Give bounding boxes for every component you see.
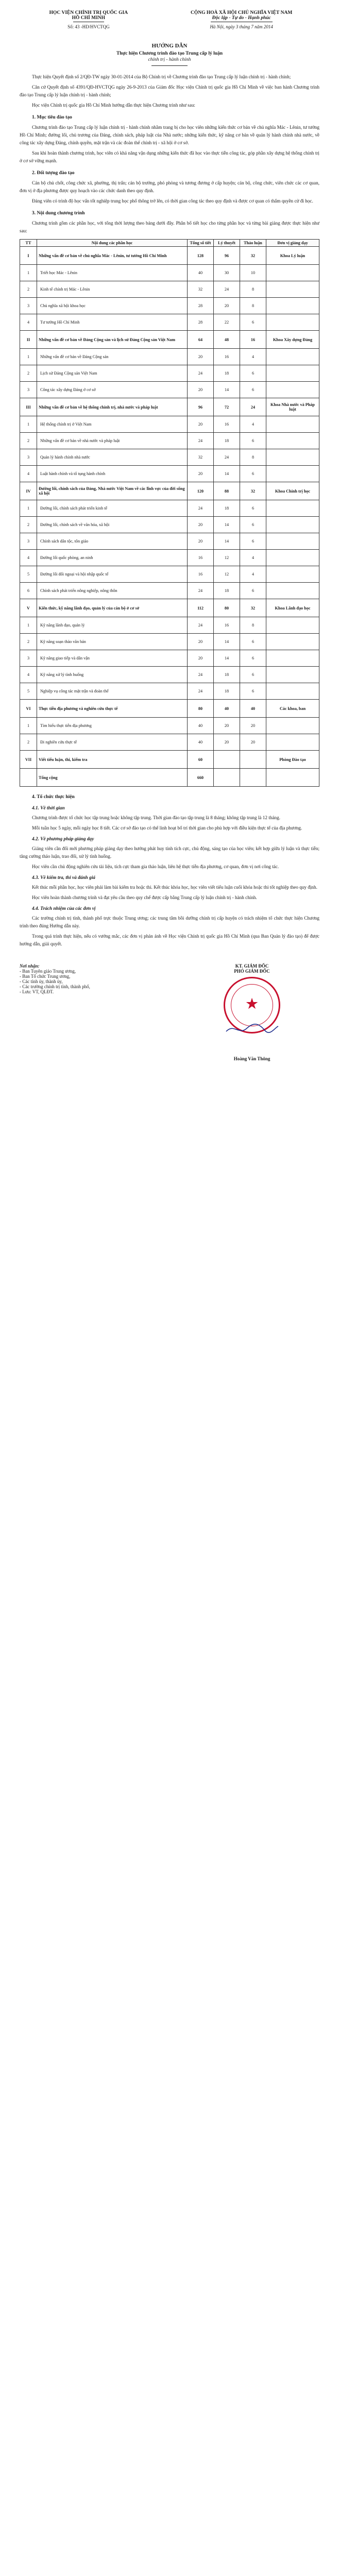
official-seal-icon: ★ <box>224 977 280 1033</box>
cell-name: Kỹ năng xử lý tình huống <box>37 667 188 683</box>
section-heading: 4. Tổ chức thực hiện <box>32 794 75 800</box>
cell-total: 40 <box>188 718 214 734</box>
cell-name: Kiến thức, kỹ năng lãnh đạo, quản lý của cán bộ ở cơ sở <box>37 599 188 617</box>
cell-discussion: 32 <box>240 599 266 617</box>
cell-lecture: 18 <box>214 583 240 599</box>
cell-lecture: 22 <box>214 314 240 331</box>
document-subtitle: Thực hiện Chương trình đào tạo Trung cấp lý luận <box>116 51 223 56</box>
place-and-date: Hà Nội, ngày 3 tháng 7 năm 2014 <box>210 24 273 29</box>
cell-unit <box>266 500 319 517</box>
subsection-heading: 4.1. Về thời gian <box>32 806 65 811</box>
table-row <box>20 650 319 667</box>
cell-total: 28 <box>188 314 214 331</box>
cell-total: 20 <box>188 533 214 550</box>
cell-unit: Khoa Xây dựng Đảng <box>266 331 319 349</box>
cell-name: Lịch sử Đảng Cộng sản Việt Nam <box>37 365 188 382</box>
cell-discussion: 8 <box>240 449 266 466</box>
cell-total: 24 <box>188 365 214 382</box>
cell-total: 120 <box>188 482 214 500</box>
cell-discussion: 8 <box>240 617 266 634</box>
cell-name: Những vấn đề cơ bản về nhà nước và pháp luật <box>37 433 188 449</box>
cell-unit <box>266 349 319 365</box>
cell-stt: 4 <box>20 550 37 566</box>
cell-name: Tổng cộng <box>37 769 188 787</box>
cell-lecture: 16 <box>214 349 240 365</box>
cell-lecture: 12 <box>214 566 240 583</box>
table-row <box>20 433 319 449</box>
cell-lecture <box>214 751 240 769</box>
cell-unit: Phòng Đào tạo <box>266 751 319 769</box>
section-paragraph: Học viên hoàn thành chương trình và đạt yêu cầu theo quy chế được cấp bằng Trung cấp lý luận chính trị - hành chính. <box>32 895 257 900</box>
cell-unit: Các khoa, ban <box>266 700 319 718</box>
intro-paragraph: Thực hiện Quyết định số 2/QĐ-TW ngày 30-01-2014 của Bộ Chính trị về Chương trình đào tạo Trung cấp lý luận chính trị - hành chính; <box>32 74 291 79</box>
cell-unit <box>266 634 319 650</box>
cell-lecture: 24 <box>214 449 240 466</box>
cell-stt: II <box>20 331 37 349</box>
subsection-heading: 4.4. Trách nhiệm của các đơn vị <box>32 906 96 911</box>
cell-name: Nghiệp vụ công tác mặt trận và đoàn thể <box>37 683 188 700</box>
cell-name: Đi nghiên cứu thực tế <box>37 734 188 751</box>
table-row <box>20 482 319 500</box>
table-row <box>20 398 319 416</box>
cell-discussion: 6 <box>240 433 266 449</box>
signer-title: PHÓ GIÁM ĐỐC <box>234 969 270 974</box>
cell-stt: 1 <box>20 265 37 281</box>
cell-stt: VII <box>20 751 37 769</box>
cell-lecture <box>214 769 240 787</box>
cell-name: Đường lối, chính sách phát triển kinh tế <box>37 500 188 517</box>
cell-discussion: 24 <box>240 398 266 416</box>
section-paragraph: Cán bộ chủ chốt, công chức xã, phường, thị trấn; cán bộ trưởng, phó phòng và tương đương ở cấp huyện; cán bộ, công chức, viên chức các cơ quan, đơn vị ở địa phương được quy hoạch vào các chức danh theo quy định. <box>20 180 319 193</box>
cell-discussion: 6 <box>240 365 266 382</box>
intro-paragraph: Căn cứ Quyết định số 4391/QĐ-HVCTQG ngày 26-9-2013 của Giám đốc Học viện Chính trị quốc gia Hồ Chí Minh về việc ban hành Chương trình đào tạo Trung cấp lý luận chính trị - hành chính; <box>20 84 319 97</box>
table-row <box>20 751 319 769</box>
cell-stt: 2 <box>20 517 37 533</box>
table-row <box>20 634 319 650</box>
cell-total: 20 <box>188 650 214 667</box>
table-row <box>20 683 319 700</box>
cell-total: 660 <box>188 769 214 787</box>
cell-discussion <box>240 769 266 787</box>
cell-discussion: 4 <box>240 416 266 433</box>
cell-total: 112 <box>188 599 214 617</box>
cell-unit <box>266 433 319 449</box>
cell-stt: I <box>20 247 37 265</box>
cell-unit <box>266 533 319 550</box>
cell-total: 64 <box>188 331 214 349</box>
table-row <box>20 667 319 683</box>
cell-stt: 4 <box>20 466 37 482</box>
cell-name: Đường lối quốc phòng, an ninh <box>37 550 188 566</box>
section-heading: 2. Đối tượng đào tạo <box>32 171 75 176</box>
cell-unit: Khoa Lãnh đạo học <box>266 599 319 617</box>
cell-name: Chính sách phát triển nông nghiệp, nông thôn <box>37 583 188 599</box>
cell-discussion: 4 <box>240 566 266 583</box>
cell-discussion: 8 <box>240 298 266 314</box>
cell-unit <box>266 734 319 751</box>
cell-stt: 2 <box>20 433 37 449</box>
table-row <box>20 349 319 365</box>
table-row <box>20 500 319 517</box>
table-row <box>20 265 319 281</box>
signature-block <box>184 963 319 1061</box>
cell-unit <box>266 550 319 566</box>
section-paragraph: Giảng viên cần đổi mới phương pháp giảng dạy theo hướng phát huy tính tích cực, chủ động, sáng tạo của học viên; kết hợp giữa lý luận và thực tiễn; tăng cường thảo luận, trao đổi, xử lý tình huống. <box>20 846 319 859</box>
org-name-line2: HỒ CHÍ MINH <box>72 15 106 21</box>
cell-stt: III <box>20 398 37 416</box>
cell-discussion: 20 <box>240 734 266 751</box>
recipient-item: - Các tỉnh ủy, thành ủy, <box>20 979 63 984</box>
cell-stt: 2 <box>20 365 37 382</box>
closing-block <box>20 963 319 1061</box>
cell-name: Thực tiễn địa phương và nghiên cứu thực tế <box>37 700 188 718</box>
cell-discussion: 16 <box>240 331 266 349</box>
section-heading: 3. Nội dung chương trình <box>32 211 85 216</box>
cell-lecture: 14 <box>214 466 240 482</box>
cell-lecture: 18 <box>214 433 240 449</box>
cell-name: Đường lối đối ngoại và hội nhập quốc tế <box>37 566 188 583</box>
cell-lecture: 16 <box>214 416 240 433</box>
cell-stt: 1 <box>20 718 37 734</box>
cell-unit <box>266 769 319 787</box>
cell-total: 24 <box>188 500 214 517</box>
col-header-discussion: Thảo luận <box>240 240 266 247</box>
cell-lecture: 18 <box>214 500 240 517</box>
cell-name: Tư tưởng Hồ Chí Minh <box>37 314 188 331</box>
cell-lecture: 80 <box>214 599 240 617</box>
subsection-heading: 4.2. Về phương pháp giảng dạy <box>32 837 94 842</box>
cell-unit <box>266 566 319 583</box>
cell-total: 20 <box>188 634 214 650</box>
cell-stt <box>20 769 37 787</box>
cell-name: Hệ thống chính trị ở Việt Nam <box>37 416 188 433</box>
section-paragraph: Các trường chính trị tỉnh, thành phố trực thuộc Trung ương; các trung tâm bồi dưỡng chính trị cấp huyện có trách nhiệm tổ chức thực hiện Chương trình theo đúng Hướng dẫn này. <box>20 916 319 928</box>
cell-name: Viết tiểu luận, thi, kiểm tra <box>37 751 188 769</box>
cell-stt: IV <box>20 482 37 500</box>
org-name-line1: HỌC VIỆN CHÍNH TRỊ QUỐC GIA <box>49 10 128 15</box>
cell-unit <box>266 517 319 533</box>
table-row <box>20 550 319 566</box>
intro-paragraph: Học viện Chính trị quốc gia Hồ Chí Minh hướng dẫn thực hiện Chương trình như sau: <box>32 103 195 108</box>
title-rule <box>151 65 188 66</box>
table-row <box>20 298 319 314</box>
recipient-item: - Lưu: VT, QLĐT. <box>20 989 54 994</box>
section-paragraph: Đảng viên có trình độ học vấn tốt nghiệp trung học phổ thông trở lên, có thời gian công tác theo quy định và được cơ quan có thẩm quyền cử đi học. <box>32 198 313 204</box>
recipients-list <box>20 963 155 1061</box>
col-header-name: Nội dung các phần học <box>37 240 188 247</box>
col-header-unit: Đơn vị giảng dạy <box>266 240 319 247</box>
cell-lecture: 40 <box>214 700 240 718</box>
cell-stt: 3 <box>20 650 37 667</box>
cell-total: 24 <box>188 433 214 449</box>
document-number: Số: 43 -HD/HVCTQG <box>67 24 110 29</box>
cell-stt: 2 <box>20 634 37 650</box>
cell-lecture: 18 <box>214 683 240 700</box>
cell-total: 60 <box>188 751 214 769</box>
cell-total: 40 <box>188 265 214 281</box>
cell-name: Những vấn đề cơ bản về hệ thống chính trị, nhà nước và pháp luật <box>37 398 188 416</box>
country-name: CỘNG HOÀ XÃ HỘI CHỦ NGHĨA VIỆT NAM <box>191 10 293 15</box>
cell-total: 20 <box>188 349 214 365</box>
section-paragraph: Học viên cần chủ động nghiên cứu tài liệu, tích cực tham gia thảo luận, liên hệ thực tiễn địa phương, cơ quan, đơn vị nơi công tác. <box>32 864 279 869</box>
cell-discussion: 4 <box>240 349 266 365</box>
cell-unit: Khoa Nhà nước và Pháp luật <box>266 398 319 416</box>
table-row <box>20 769 319 787</box>
section-paragraph: Chương trình được tổ chức học tập trung hoặc không tập trung. Thời gian đào tạo tập trung là 8 tháng; không tập trung là 12 tháng. <box>32 815 280 820</box>
issuing-organization <box>20 10 158 29</box>
cell-stt: 3 <box>20 533 37 550</box>
cell-discussion: 6 <box>240 634 266 650</box>
table-row <box>20 281 319 298</box>
table-row <box>20 734 319 751</box>
cell-name: Kỹ năng giao tiếp và dân vận <box>37 650 188 667</box>
cell-stt: 3 <box>20 382 37 398</box>
cell-discussion: 6 <box>240 683 266 700</box>
cell-discussion: 8 <box>240 281 266 298</box>
cell-lecture: 14 <box>214 650 240 667</box>
table-row <box>20 247 319 265</box>
table-row <box>20 449 319 466</box>
cell-name: Công tác xây dựng Đảng ở cơ sở <box>37 382 188 398</box>
table-row <box>20 599 319 617</box>
cell-discussion: 20 <box>240 718 266 734</box>
cell-name: Quản lý hành chính nhà nước <box>37 449 188 466</box>
cell-total: 32 <box>188 281 214 298</box>
table-row <box>20 583 319 599</box>
cell-stt: 1 <box>20 416 37 433</box>
cell-stt: 2 <box>20 281 37 298</box>
table-row <box>20 314 319 331</box>
table-row <box>20 466 319 482</box>
cell-name: Đường lối, chính sách về văn hóa, xã hội <box>37 517 188 533</box>
cell-name: Tìm hiểu thực tiễn địa phương <box>37 718 188 734</box>
cell-stt: 1 <box>20 349 37 365</box>
cell-total: 24 <box>188 683 214 700</box>
cell-lecture: 20 <box>214 298 240 314</box>
cell-unit: Khoa Lý luận <box>266 247 319 265</box>
subsection-heading: 4.3. Về kiểm tra, thi và đánh giá <box>32 875 95 880</box>
table-row <box>20 566 319 583</box>
cell-lecture: 20 <box>214 734 240 751</box>
recipient-item: - Ban Tổ chức Trung ương, <box>20 974 71 979</box>
recipients-label: Nơi nhận: <box>20 963 40 969</box>
cell-stt: V <box>20 599 37 617</box>
cell-lecture: 18 <box>214 667 240 683</box>
cell-discussion: 6 <box>240 517 266 533</box>
cell-unit: Khoa Chính trị học <box>266 482 319 500</box>
cell-stt: 1 <box>20 617 37 634</box>
cell-discussion: 6 <box>240 466 266 482</box>
cell-unit <box>266 466 319 482</box>
table-row <box>20 533 319 550</box>
cell-unit <box>266 281 319 298</box>
section-heading: 1. Mục tiêu đào tạo <box>32 115 72 120</box>
recipient-item: - Các trường chính trị tỉnh, thành phố, <box>20 984 90 989</box>
cell-discussion: 10 <box>240 265 266 281</box>
curriculum-table <box>20 239 319 787</box>
cell-lecture: 14 <box>214 517 240 533</box>
cell-discussion: 6 <box>240 650 266 667</box>
cell-stt: 5 <box>20 566 37 583</box>
cell-lecture: 18 <box>214 365 240 382</box>
cell-unit <box>266 416 319 433</box>
cell-total: 40 <box>188 734 214 751</box>
signer-authority: KT. GIÁM ĐỐC <box>235 963 269 969</box>
cell-unit <box>266 718 319 734</box>
section-paragraph: Kết thúc mỗi phần học, học viên phải làm bài kiểm tra hoặc thi. Kết thúc khóa học, học viên viết tiểu luận cuối khóa hoặc thi tốt nghiệp theo quy định. <box>32 885 317 890</box>
cell-lecture: 30 <box>214 265 240 281</box>
document-title: HƯỚNG DẪN <box>151 43 188 49</box>
recipient-item: - Ban Tuyên giáo Trung ương, <box>20 969 76 974</box>
cell-total: 20 <box>188 416 214 433</box>
cell-unit <box>266 314 319 331</box>
cell-name: Những vấn đề cơ bản về chủ nghĩa Mác - Lênin, tư tưởng Hồ Chí Minh <box>37 247 188 265</box>
cell-total: 24 <box>188 583 214 599</box>
section-paragraph: Sau khi hoàn thành chương trình, học viên có khả năng vận dụng những kiến thức đã học vào thực tiễn công tác, góp phần xây dựng hệ thống chính trị ở cơ sở vững mạnh. <box>20 150 319 163</box>
section-paragraph: Trong quá trình thực hiện, nếu có vướng mắc, các đơn vị phản ánh về Học viện Chính trị quốc gia Hồ Chí Minh (qua Ban Quản lý đào tạo) để được hướng dẫn, giải quyết. <box>20 934 319 946</box>
cell-lecture: 72 <box>214 398 240 416</box>
handwritten-signature-icon <box>224 1022 280 1036</box>
table-row <box>20 416 319 433</box>
cell-discussion: 6 <box>240 382 266 398</box>
cell-stt: 6 <box>20 583 37 599</box>
col-header-total: Tổng số tiết <box>188 240 214 247</box>
cell-unit <box>266 650 319 667</box>
table-row <box>20 700 319 718</box>
table-row <box>20 517 319 533</box>
cell-total: 16 <box>188 550 214 566</box>
cell-lecture: 24 <box>214 281 240 298</box>
cell-name: Kỹ năng soạn thảo văn bản <box>37 634 188 650</box>
table-row <box>20 718 319 734</box>
national-heading <box>163 10 319 29</box>
cell-lecture: 12 <box>214 550 240 566</box>
cell-total: 24 <box>188 667 214 683</box>
cell-discussion: 6 <box>240 314 266 331</box>
cell-discussion: 6 <box>240 500 266 517</box>
cell-discussion: 32 <box>240 482 266 500</box>
cell-discussion: 6 <box>240 667 266 683</box>
cell-stt: 3 <box>20 449 37 466</box>
cell-name: Những vấn đề cơ bản về Đảng Cộng sản <box>37 349 188 365</box>
cell-unit <box>266 617 319 634</box>
cell-name: Chính sách dân tộc, tôn giáo <box>37 533 188 550</box>
cell-total: 16 <box>188 566 214 583</box>
cell-lecture: 16 <box>214 617 240 634</box>
cell-unit <box>266 265 319 281</box>
cell-total: 32 <box>188 449 214 466</box>
signer-name: Hoàng Văn Thông <box>233 1056 270 1061</box>
cell-discussion: 40 <box>240 700 266 718</box>
cell-unit <box>266 365 319 382</box>
cell-lecture: 20 <box>214 718 240 734</box>
col-header-stt: TT <box>20 240 37 247</box>
cell-stt: VI <box>20 700 37 718</box>
cell-discussion: 6 <box>240 583 266 599</box>
table-row <box>20 331 319 349</box>
document-subtitle-2: chính trị - hành chính <box>148 57 191 62</box>
cell-name: Chủ nghĩa xã hội khoa học <box>37 298 188 314</box>
cell-lecture: 14 <box>214 382 240 398</box>
cell-discussion: 4 <box>240 550 266 566</box>
cell-stt: 2 <box>20 734 37 751</box>
section-paragraph: Mỗi tuần học 5 ngày, mỗi ngày học 8 tiết. Các cơ sở đào tạo có thể linh hoạt bố trí thời gian cho phù hợp với điều kiện thực tế của địa phương. <box>32 825 302 831</box>
cell-unit <box>266 583 319 599</box>
cell-name: Những vấn đề cơ bản về Đảng Cộng sản và lịch sử Đảng Cộng sản Việt Nam <box>37 331 188 349</box>
table-row <box>20 382 319 398</box>
cell-stt: 1 <box>20 500 37 517</box>
cell-unit <box>266 298 319 314</box>
cell-name: Kinh tế chính trị Mác - Lênin <box>37 281 188 298</box>
cell-discussion: 6 <box>240 533 266 550</box>
cell-unit <box>266 382 319 398</box>
cell-unit <box>266 449 319 466</box>
cell-total: 24 <box>188 617 214 634</box>
col-header-lecture: Lý thuyết <box>214 240 240 247</box>
cell-total: 20 <box>188 382 214 398</box>
table-row <box>20 365 319 382</box>
cell-unit <box>266 667 319 683</box>
cell-name: Kỹ năng lãnh đạo, quản lý <box>37 617 188 634</box>
cell-name: Luật hành chính và tố tụng hành chính <box>37 466 188 482</box>
cell-total: 20 <box>188 466 214 482</box>
cell-discussion: 32 <box>240 247 266 265</box>
cell-lecture: 14 <box>214 533 240 550</box>
document-header <box>20 10 319 29</box>
cell-discussion <box>240 751 266 769</box>
cell-total: 20 <box>188 517 214 533</box>
cell-name: Đường lối, chính sách của Đảng, Nhà nước Việt Nam về các lĩnh vực của đời sống xã hội <box>37 482 188 500</box>
cell-total: 128 <box>188 247 214 265</box>
table-header-row <box>20 240 319 247</box>
cell-stt: 5 <box>20 683 37 700</box>
cell-stt: 3 <box>20 298 37 314</box>
cell-name: Triết học Mác - Lênin <box>37 265 188 281</box>
cell-total: 28 <box>188 298 214 314</box>
cell-lecture: 96 <box>214 247 240 265</box>
cell-total: 96 <box>188 398 214 416</box>
cell-lecture: 88 <box>214 482 240 500</box>
section-paragraph: Chương trình đào tạo Trung cấp lý luận chính trị - hành chính nhằm trang bị cho học viên những kiến thức cơ bản về chủ nghĩa Mác - Lênin, tư tưởng Hồ Chí Minh; đường lối, chủ trương của Đảng, chính sách, pháp luật của Nhà nước; những kiến thức, kỹ năng cơ bản về quản lý hành chính nhà nước, về công tác xây dựng Đảng, chính quyền, mặt trận và các đoàn thể chính trị - xã hội ở cơ sở. <box>20 125 319 145</box>
cell-total: 80 <box>188 700 214 718</box>
section-paragraph: Chương trình gồm các phần học, với tổng thời lượng theo bảng dưới đây. Phân bổ tiết học cho từng phần học và từng bài giảng được thực hiện như sau: <box>20 221 319 233</box>
cell-lecture: 48 <box>214 331 240 349</box>
table-row <box>20 617 319 634</box>
national-motto: Độc lập - Tự do - Hạnh phúc <box>212 15 271 21</box>
table-body <box>20 247 319 787</box>
cell-stt: 4 <box>20 667 37 683</box>
cell-unit <box>266 683 319 700</box>
cell-lecture: 14 <box>214 634 240 650</box>
cell-stt: 4 <box>20 314 37 331</box>
